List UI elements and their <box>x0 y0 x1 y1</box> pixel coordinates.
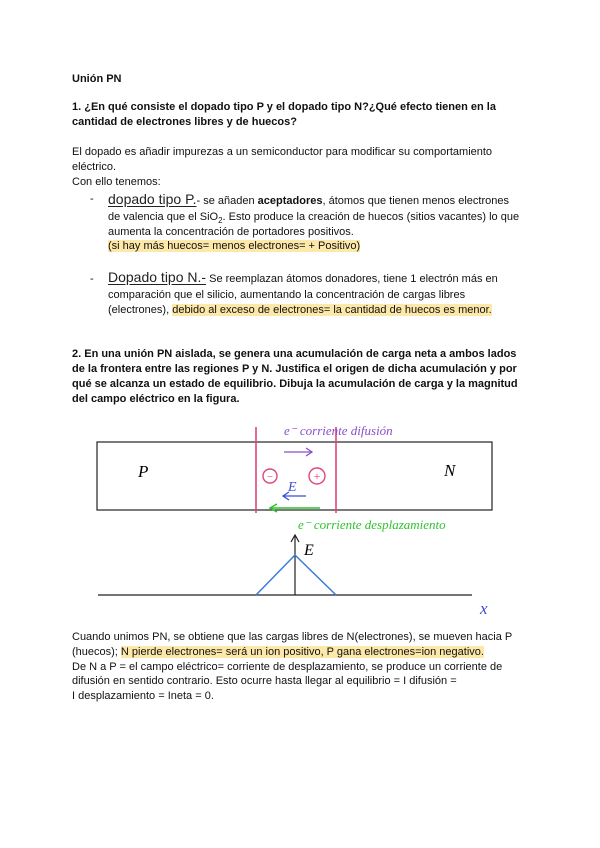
answer-line-1: Cuando unimos PN, se obtiene que las cargas libres de N(electrones), se mueven hacia P <box>72 631 513 643</box>
answer-highlight: N pierde electrones= será un ion positivo, P gana electrones=ion negativo. <box>120 646 484 658</box>
n-type-item <box>108 270 548 287</box>
question-2: 2. En una unión PN aislada, se genera una acumulación de carga neta a ambos lados de la frontera entre las regiones P y N. Justifica el origen de dicha acumulación y por qué se alcanza un estado de equilibrio. Dibuja la acumulación de carga y la magnitud del campo eléctrico en la figura. <box>72 348 518 405</box>
n-region-label: N <box>444 461 456 480</box>
drift-current-label: e⁻ corriente desplazamiento <box>298 517 446 532</box>
p-type-line-2: de valencia que el SiO$_2$. Esto produce la creación de huecos (sitios vacantes) lo que <box>108 211 520 226</box>
inner-field-label: E <box>288 480 297 495</box>
question-1: 1. ¿En qué consiste el dopado tipo P y el dopado tipo N?¿Qué efecto tienen en la cantidad de electrones libres y de huecos? <box>72 101 496 128</box>
answer-line-2: (huecos); N pierde electrones= será un ion positivo, P gana electrones=ion negativo. <box>72 646 484 658</box>
p-type-line-3: aumenta la concentración de portadores positivos. <box>108 226 354 238</box>
positive-charge-sign: + <box>313 469 321 483</box>
p-type-highlight: (si hay más huecos= menos electrones= + Positivo) <box>108 240 361 252</box>
n-type-line-2: comparación que el silicio, aumentando la concentración de cargas libres <box>108 289 466 301</box>
p-type-text-1: - se añaden <box>196 195 255 207</box>
p-type-text-2: , átomos que tienen menos electrones <box>322 195 509 207</box>
aceptadores-term: aceptadores <box>257 195 323 207</box>
answer-line-3: De N a P = el campo eléctrico= corriente de desplazamiento, se produce un corriente de <box>72 661 503 673</box>
p-type-heading: dopado tipo P. <box>108 191 197 207</box>
bullet-n: - <box>90 273 94 285</box>
y-axis-label: E <box>304 542 314 559</box>
p-region-label: P <box>138 462 149 481</box>
q1-intro: El dopado es añadir impurezas a un semiconductor para modificar su comportamiento eléctrico. <box>72 146 493 173</box>
n-type-highlight: debido al exceso de electrones= la cantidad de huecos es menor. <box>172 304 492 316</box>
n-type-line-3: (electrones), debido al exceso de electrones= la cantidad de huecos es menor. <box>108 304 492 316</box>
q1-intro-2: Con ello tenemos: <box>72 176 161 188</box>
answer-line-5: I desplazamiento = Ineta = 0. <box>72 690 214 702</box>
bullet-p: - <box>90 193 94 205</box>
x-axis-label: x <box>480 599 488 618</box>
p-type-item <box>108 192 528 209</box>
n-type-text-1: Se reemplazan átomos donadores, tiene 1 electrón más en <box>209 273 498 285</box>
page-title: Unión PN <box>72 73 122 85</box>
answer-line-4: difusión en sentido contrario. Esto ocurre hasta llegar al equilibrio = I difusión = <box>72 675 457 687</box>
pn-junction-figure <box>0 405 600 625</box>
field-profile-line <box>256 555 336 595</box>
negative-charge-sign: − <box>266 471 274 483</box>
diffusion-current-label: e⁻ corriente difusión <box>284 423 393 438</box>
n-type-heading: Dopado tipo N.- <box>108 269 207 285</box>
